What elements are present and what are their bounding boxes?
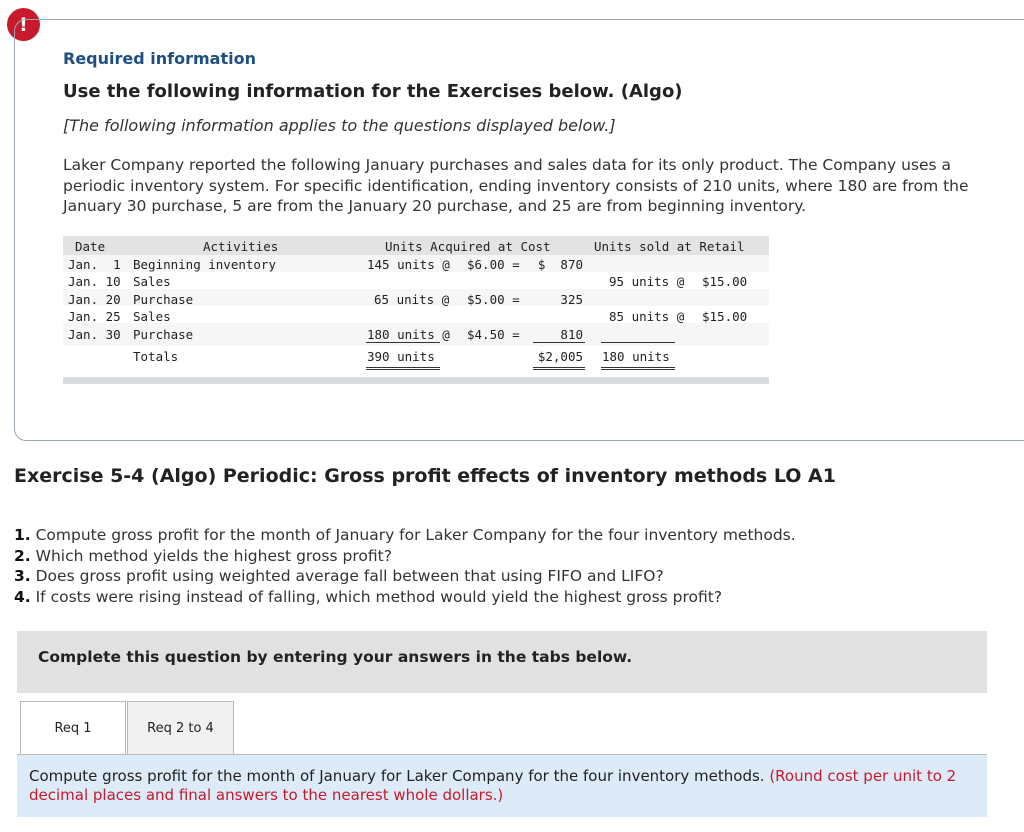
complete-instruction-box <box>17 631 987 693</box>
sold-units-underline <box>601 342 675 343</box>
header-date: Date <box>75 239 106 254</box>
row-activity: Beginning inventory <box>133 257 276 272</box>
panel-instruction <box>29 767 969 805</box>
question-number: 1. <box>14 526 31 544</box>
acq-total-double-underline <box>533 367 585 370</box>
exercise-title: Exercise 5-4 (Algo) Periodic: Gross profit effects of inventory methods LO A1 <box>14 465 836 487</box>
tab-panel <box>17 754 987 817</box>
row-sold-units: 85 units @ <box>609 309 685 324</box>
header-acquired: Units Acquired at Cost <box>385 239 551 254</box>
question-text: Compute gross profit for the month of January for Laker Company for the four inventory methods. <box>30 526 796 544</box>
row-date: Jan. 20 <box>68 292 121 307</box>
question-number: 3. <box>14 567 31 586</box>
row-acq-units: 180 units @ <box>367 327 450 342</box>
totals-acq-units: 390 units <box>367 349 435 364</box>
row-acq-total: 325 <box>560 292 583 307</box>
question-number: 2. <box>14 546 31 565</box>
row-acq-units: 145 units @ <box>367 257 450 272</box>
totals-label: Totals <box>133 349 179 364</box>
complete-instruction-text: Complete this question by entering your answers in the tabs below. <box>38 648 633 666</box>
info-note: [The following information applies to the questions displayed below.] <box>63 116 616 135</box>
row-activity: Purchase <box>133 292 194 307</box>
row-acq-cost: $5.00 = <box>467 292 520 307</box>
question-item <box>14 566 796 587</box>
acq-units-double-underline <box>366 367 440 370</box>
row-acq-total: 810 <box>560 327 583 342</box>
info-intro: Laker Company reported the following January purchases and sales data for its only product. The Company uses a periodic inventory system. For specific identification, ending inventory consists of 210 units, where 180 are from the January 30 purchase, 5 are from the January 20 purchase, and 25 are from beginning inventory. <box>63 156 969 215</box>
question-text: If costs were rising instead of falling, which method would yield the highest gross profit? <box>30 588 723 607</box>
question-item <box>14 525 796 546</box>
row-activity: Purchase <box>133 327 194 342</box>
row-date: Jan. 10 <box>68 274 121 289</box>
question-number: 4. <box>14 588 31 607</box>
row-sold-units: 95 units @ <box>609 274 685 289</box>
tab-req-1[interactable]: Req 1 <box>20 701 126 754</box>
inventory-data-table <box>63 236 769 384</box>
acq-total-underline <box>533 342 585 343</box>
totals-sold-units: 180 units <box>602 349 670 364</box>
row-date: Jan. 25 <box>68 309 121 324</box>
question-list <box>14 525 796 608</box>
row-acq-units: 65 units @ <box>374 292 450 307</box>
info-subheading: Use the following information for the Exercises below. (Algo) <box>63 81 683 102</box>
row-acq-cost: $6.00 = <box>467 257 520 272</box>
row-sold-price: $15.00 <box>702 274 748 289</box>
row-activity: Sales <box>133 274 171 289</box>
question-text: Which method yields the highest gross profit? <box>30 546 392 565</box>
tab-req-2-to-4[interactable]: Req 2 to 4 <box>127 701 234 754</box>
alert-glyph: ! <box>19 13 28 36</box>
sold-units-double-underline <box>601 367 675 370</box>
totals-acq-total: $2,005 <box>537 349 583 364</box>
question-item <box>14 587 796 608</box>
row-acq-total: $ 870 <box>537 257 583 272</box>
required-info-heading: Required information <box>63 49 256 68</box>
row-activity: Sales <box>133 309 171 324</box>
row-date: Jan. 1 <box>68 257 121 272</box>
header-activities: Activities <box>203 239 279 254</box>
question-item <box>14 546 796 567</box>
panel-text: Compute gross profit for the month of January for Laker Company for the four inventory methods. <box>29 767 770 785</box>
row-date: Jan. 30 <box>68 327 121 342</box>
panel-hint: (Round cost per unit to 2 decimal places and final answers to the nearest whole dollars.) <box>29 767 957 804</box>
row-acq-cost: $4.50 = <box>467 327 520 342</box>
question-text: Does gross profit using weighted average fall between that using FIFO and LIFO? <box>30 567 664 586</box>
row-sold-price: $15.00 <box>702 309 748 324</box>
acq-units-underline <box>366 342 440 343</box>
header-sold: Units sold at Retail <box>594 239 745 254</box>
